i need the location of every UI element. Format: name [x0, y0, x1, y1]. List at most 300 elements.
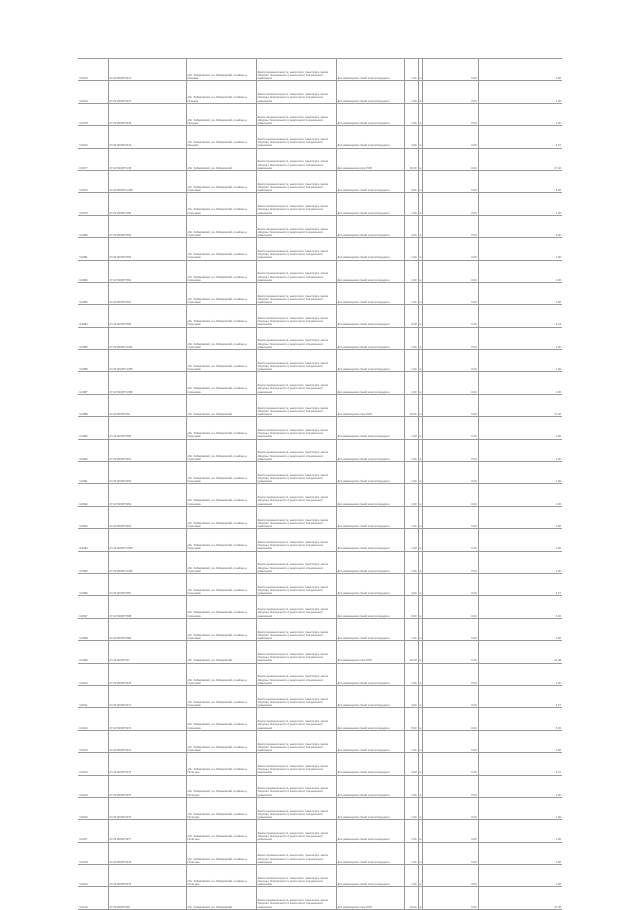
- table-row: [78, 596, 562, 618]
- purpose-cell: Для размещения линий электропередачи: [336, 618, 404, 640]
- value-2-cell: 1,00: [478, 59, 562, 81]
- row-id-cell: Ч-0075: [78, 193, 108, 215]
- purpose-cell: Для размещения линий электропередачи: [336, 59, 404, 81]
- address-cell: обл. Хабаровский, р-н Хабаровский: [186, 887, 256, 909]
- land-category-cell: Земли промышленности, энергетики, транспорта, земли обороны, безопасности и земли иного специального назначения: [256, 439, 336, 461]
- address-cell: обл. Хабаровский, р-н Хабаровский, в районе д. Полетное: [186, 865, 256, 887]
- row-id-cell: Ч-0110: [78, 887, 108, 909]
- address-cell: обл. Хабаровский, р-н Хабаровский, в районе д. Полетное: [186, 753, 256, 775]
- table-row: [78, 797, 562, 819]
- purpose-cell: Для размещения линий электропередачи: [336, 685, 404, 707]
- area-cell: 1,00: [404, 820, 418, 842]
- area-cell: 1,00: [404, 797, 418, 819]
- purpose-cell: Для размещения опор ЛЭП: [336, 148, 404, 170]
- land-category-cell: Земли промышленности, энергетики, транспорта, земли обороны, безопасности и земли иного специального назначения: [256, 238, 336, 260]
- cadastral-number-cell: 27:22:003457:971: [108, 685, 186, 707]
- value-1-cell: 0,00: [422, 618, 478, 640]
- value-2-cell: 5,46: [478, 708, 562, 730]
- unit-cell: м: [418, 506, 422, 528]
- cadastral-number-cell: 27:22:003457:961: [108, 439, 186, 461]
- land-category-cell: Земли промышленности, энергетики, транспорта, земли обороны, безопасности и земли иного специального назначения: [256, 327, 336, 349]
- unit-cell: м: [418, 81, 422, 103]
- address-cell: обл. Хабаровский, р-н Хабаровский, в районе д. Ильинка: [186, 126, 256, 148]
- address-cell: обл. Хабаровский, р-н Хабаровский, в районе д. Сергеевка: [186, 685, 256, 707]
- value-2-cell: 1,00: [478, 730, 562, 752]
- purpose-cell: Для размещения опор ЛЭП: [336, 394, 404, 416]
- unit-cell: м: [418, 573, 422, 595]
- area-cell: 1,00: [404, 865, 418, 887]
- purpose-cell: Для размещения линий электропередачи: [336, 439, 404, 461]
- value-1-cell: 0,00: [422, 193, 478, 215]
- cadastral-number-cell: 27:22:003457:584: [108, 305, 186, 327]
- unit-cell: м: [418, 462, 422, 484]
- value-1-cell: 0,00: [422, 81, 478, 103]
- address-cell: обл. Хабаровский, р-н Хабаровский, в районе д. Сергеевка: [186, 484, 256, 506]
- row-id-cell: Ч-0105: [78, 775, 108, 797]
- area-cell: 1,00: [404, 484, 418, 506]
- land-category-cell: Земли промышленности, энергетики, транспорта, земли обороны, безопасности и земли иного специального назначения: [256, 753, 336, 775]
- table-row: [78, 484, 562, 506]
- area-cell: 1,00: [404, 282, 418, 304]
- land-category-cell: Земли промышленности, энергетики, транспорта, земли обороны, безопасности и земли иного специального назначения: [256, 775, 336, 797]
- value-1-cell: 0,00: [422, 641, 478, 663]
- address-cell: обл. Хабаровский, р-н Хабаровский, в районе д. Сергеевка: [186, 327, 256, 349]
- purpose-cell: Для размещения линий электропередачи: [336, 81, 404, 103]
- land-category-cell: Земли промышленности, энергетики, транспорта, земли обороны, безопасности и земли иного специального назначения: [256, 103, 336, 125]
- row-id-cell: Ч-0090: [78, 439, 108, 461]
- land-category-cell: Земли промышленности, энергетики, транспорта, земли обороны, безопасности и земли иного специального назначения: [256, 618, 336, 640]
- row-id-cell: Ч-0102: [78, 708, 108, 730]
- cadastral-number-cell: 27:22:003457:963: [108, 484, 186, 506]
- value-2-cell: 6,46: [478, 596, 562, 618]
- area-cell: 4,00: [404, 685, 418, 707]
- value-2-cell: 1,00: [478, 260, 562, 282]
- address-cell: обл. Хабаровский, р-н Хабаровский, в районе д. Сергеевка: [186, 596, 256, 618]
- address-cell: обл. Хабаровский, р-н Хабаровский, в районе д. Сергеевка: [186, 372, 256, 394]
- address-cell: обл. Хабаровский, р-н Хабаровский, в районе д. Сергеевка: [186, 282, 256, 304]
- land-category-cell: Земли промышленности, энергетики, транспорта, земли обороны, безопасности и земли иного специального назначения: [256, 260, 336, 282]
- unit-cell: м: [418, 372, 422, 394]
- area-cell: 1,00: [404, 842, 418, 864]
- purpose-cell: Для размещения линий электропередачи: [336, 305, 404, 327]
- value-1-cell: 0,00: [422, 842, 478, 864]
- address-cell: обл. Хабаровский, р-н Хабаровский, в районе д. Ильинка: [186, 103, 256, 125]
- area-cell: 16,00: [404, 394, 418, 416]
- area-cell: 1,00: [404, 81, 418, 103]
- table-row: [78, 753, 562, 775]
- value-2-cell: 17,40: [478, 394, 562, 416]
- value-1-cell: 0,00: [422, 170, 478, 192]
- table-row: [78, 126, 562, 148]
- cadastral-number-cell: 27:22:003457:947: [108, 81, 186, 103]
- table-row: [78, 260, 562, 282]
- table-row: [78, 439, 562, 461]
- purpose-cell: Для размещения линий электропередачи: [336, 663, 404, 685]
- cadastral-number-cell: 27:22:003457:976: [108, 797, 186, 819]
- area-cell: 4,00: [404, 753, 418, 775]
- table-row: [78, 887, 562, 909]
- land-category-cell: Земли промышленности, энергетики, транспорта, земли обороны, безопасности и земли иного специального назначения: [256, 305, 336, 327]
- purpose-cell: Для размещения линий электропередачи: [336, 260, 404, 282]
- address-cell: обл. Хабаровский, р-н Хабаровский, в районе д. Сергеевка: [186, 573, 256, 595]
- address-cell: обл. Хабаровский, р-н Хабаровский, в районе д. Сергеевка: [186, 439, 256, 461]
- value-2-cell: 6,44: [478, 305, 562, 327]
- unit-cell: м: [418, 797, 422, 819]
- row-id-cell: Ч-0085: [78, 327, 108, 349]
- value-1-cell: 0,00: [422, 148, 478, 170]
- cadastral-number-cell: 27:22:003457:1365: [108, 529, 186, 551]
- unit-cell: м: [418, 260, 422, 282]
- cadastral-number-cell: 27:22:003457:1366: [108, 551, 186, 573]
- value-2-cell: 1,00: [478, 775, 562, 797]
- area-cell: 1,00: [404, 775, 418, 797]
- row-id-cell: Ч-0101: [78, 685, 108, 707]
- purpose-cell: Для размещения линий электропередачи: [336, 797, 404, 819]
- value-1-cell: 0,00: [422, 730, 478, 752]
- table-row: [78, 641, 562, 663]
- row-id-cell: Ч-0097: [78, 596, 108, 618]
- area-cell: 1,00: [404, 618, 418, 640]
- value-2-cell: 1,00: [478, 238, 562, 260]
- table-row: [78, 305, 562, 327]
- address-cell: обл. Хабаровский, р-н Хабаровский, в районе д. Сергеевка: [186, 215, 256, 237]
- table-row: [78, 551, 562, 573]
- address-cell: обл. Хабаровский, р-н Хабаровский, в районе д. Сергеевка: [186, 462, 256, 484]
- cadastral-number-cell: 27:22:003457:1355: [108, 350, 186, 372]
- value-2-cell: 1,00: [478, 439, 562, 461]
- purpose-cell: Для размещения линий электропередачи: [336, 551, 404, 573]
- cadastral-number-cell: 27:22:003457:946: [108, 103, 186, 125]
- row-id-cell: Ч-0087: [78, 372, 108, 394]
- value-2-cell: 1,00: [478, 551, 562, 573]
- value-2-cell: 1,00: [478, 529, 562, 551]
- row-id-cell: Ч-0103: [78, 730, 108, 752]
- area-cell: 1,00: [404, 59, 418, 81]
- value-2-cell: 3,00: [478, 170, 562, 192]
- area-cell: 1,00: [404, 417, 418, 439]
- value-1-cell: 0,00: [422, 820, 478, 842]
- purpose-cell: Для размещения линий электропередачи: [336, 573, 404, 595]
- cadastral-number-cell: 27:22:003457:944: [108, 126, 186, 148]
- unit-cell: м: [418, 238, 422, 260]
- unit-cell: м: [418, 663, 422, 685]
- cadastral-number-cell: 27:22:003457:58: [108, 394, 186, 416]
- row-id-cell: Ч-0080: [78, 215, 108, 237]
- address-cell: обл. Хабаровский, р-н Хабаровский, в районе д. Сергеевка: [186, 170, 256, 192]
- area-cell: 1,00: [404, 730, 418, 752]
- address-cell: обл. Хабаровский, р-н Хабаровский, в районе д. Полетное: [186, 820, 256, 842]
- unit-cell: м: [418, 865, 422, 887]
- area-cell: 5,00: [404, 708, 418, 730]
- land-category-cell: Земли промышленности, энергетики, транспорта, земли обороны, безопасности и земли иного специального назначения: [256, 663, 336, 685]
- value-1-cell: 0,00: [422, 59, 478, 81]
- row-id-cell: Ч-0083: [78, 282, 108, 304]
- purpose-cell: Для размещения линий электропередачи: [336, 596, 404, 618]
- table-row: [78, 350, 562, 372]
- cadastral-number-cell: 27:22:003457:964: [108, 506, 186, 528]
- value-2-cell: 4,37: [478, 685, 562, 707]
- value-2-cell: 14,38: [478, 641, 562, 663]
- land-category-cell: Земли промышленности, энергетики, транспорта, земли обороны, безопасности и земли иного специального назначения: [256, 685, 336, 707]
- address-cell: обл. Хабаровский, р-н Хабаровский, в районе д. Полетное: [186, 775, 256, 797]
- value-2-cell: 1,00: [478, 462, 562, 484]
- land-category-cell: Земли промышленности, энергетики, транспорта, земли обороны, безопасности и земли иного специального назначения: [256, 215, 336, 237]
- address-cell: обл. Хабаровский, р-н Хабаровский, в районе д. Полетное: [186, 797, 256, 819]
- land-category-cell: Земли промышленности, энергетики, транспорта, земли обороны, безопасности и земли иного специального назначения: [256, 148, 336, 170]
- area-cell: 1,00: [404, 193, 418, 215]
- area-cell: 1,00: [404, 350, 418, 372]
- table-row: [78, 417, 562, 439]
- purpose-cell: Для размещения линий электропередачи: [336, 282, 404, 304]
- unit-cell: м: [418, 596, 422, 618]
- area-cell: 1,00: [404, 506, 418, 528]
- cadastral-number-cell: 27:22:003457:564: [108, 260, 186, 282]
- table-row: [78, 394, 562, 416]
- value-2-cell: 1,00: [478, 506, 562, 528]
- unit-cell: м: [418, 484, 422, 506]
- area-cell: 16,00: [404, 887, 418, 909]
- table-row: [78, 193, 562, 215]
- purpose-cell: Для размещения линий электропередачи: [336, 753, 404, 775]
- area-cell: 1,00: [404, 260, 418, 282]
- value-1-cell: 0,00: [422, 260, 478, 282]
- value-1-cell: 0,00: [422, 350, 478, 372]
- cadastral-number-cell: 27:22:003457:975: [108, 775, 186, 797]
- address-cell: обл. Хабаровский, р-н Хабаровский, в районе д. Ильинка: [186, 81, 256, 103]
- land-category-cell: Земли промышленности, энергетики, транспорта, земли обороны, безопасности и земли иного специального назначения: [256, 170, 336, 192]
- purpose-cell: Для размещения линий электропередачи: [336, 820, 404, 842]
- cadastral-number-cell: 27:22:003457:974: [108, 753, 186, 775]
- value-2-cell: 1,00: [478, 417, 562, 439]
- unit-cell: м: [418, 842, 422, 864]
- row-id-cell: Ч-0093: [78, 506, 108, 528]
- address-cell: обл. Хабаровский, р-н Хабаровский, в районе д. Ильинка: [186, 59, 256, 81]
- unit-cell: м: [418, 126, 422, 148]
- table-row: [78, 618, 562, 640]
- row-id-cell: Ч-0082: [78, 260, 108, 282]
- row-id-cell: Ч-0100: [78, 663, 108, 685]
- area-cell: 6,00: [404, 596, 418, 618]
- land-category-cell: Земли промышленности, энергетики, транспорта, земли обороны, безопасности и земли иного специального назначения: [256, 820, 336, 842]
- land-category-cell: Земли промышленности, энергетики, транспорта, земли обороны, безопасности и земли иного специального назначения: [256, 551, 336, 573]
- unit-cell: м: [418, 215, 422, 237]
- cadastral-number-cell: 27:22:003457:567: [108, 282, 186, 304]
- area-cell: 1,00: [404, 529, 418, 551]
- value-1-cell: 0,00: [422, 506, 478, 528]
- unit-cell: м: [418, 618, 422, 640]
- cadastral-number-cell: 27:22:003457:588: [108, 596, 186, 618]
- land-category-cell: Земли промышленности, энергетики, транспорта, земли обороны, безопасности и земли иного специального назначения: [256, 529, 336, 551]
- row-id-cell: Ч-0095: [78, 551, 108, 573]
- value-2-cell: 1,00: [478, 618, 562, 640]
- row-id-cell: Ч-0106: [78, 797, 108, 819]
- row-id-cell: Ч-0016: [78, 126, 108, 148]
- value-1-cell: 0,00: [422, 305, 478, 327]
- address-cell: обл. Хабаровский, р-н Хабаровский, в районе д. Сергеевка: [186, 730, 256, 752]
- unit-cell: м: [418, 305, 422, 327]
- row-id-cell: Ч-0088: [78, 394, 108, 416]
- value-1-cell: 0,00: [422, 439, 478, 461]
- area-cell: 3,00: [404, 170, 418, 192]
- purpose-cell: Для размещения линий электропередачи: [336, 506, 404, 528]
- land-category-cell: Земли промышленности, энергетики, транспорта, земли обороны, безопасности и земли иного специального назначения: [256, 59, 336, 81]
- row-id-cell: Ч-0098: [78, 618, 108, 640]
- area-cell: 3,00: [404, 215, 418, 237]
- land-category-cell: Земли промышленности, энергетики, транспорта, земли обороны, безопасности и земли иного специального назначения: [256, 282, 336, 304]
- land-category-cell: Земли промышленности, энергетики, транспорта, земли обороны, безопасности и земли иного специального назначения: [256, 842, 336, 864]
- land-category-cell: Земли промышленности, энергетики, транспорта, земли обороны, безопасности и земли иного специального назначения: [256, 372, 336, 394]
- land-category-cell: Земли промышленности, энергетики, транспорта, земли обороны, безопасности и земли иного специального назначения: [256, 394, 336, 416]
- unit-cell: м: [418, 730, 422, 752]
- value-2-cell: 1,00: [478, 193, 562, 215]
- cadastral-number-cell: 27:22:003457:562: [108, 215, 186, 237]
- row-id-cell: Ч-0099: [78, 641, 108, 663]
- area-cell: 16,00: [404, 148, 418, 170]
- value-2-cell: 1,00: [478, 797, 562, 819]
- row-id-cell: Ч-0089: [78, 417, 108, 439]
- value-1-cell: 0,00: [422, 685, 478, 707]
- land-category-cell: Земли промышленности, энергетики, транспорта, земли обороны, безопасности и земли иного специального назначения: [256, 126, 336, 148]
- unit-cell: м: [418, 103, 422, 125]
- row-id-cell: Ч-0076: [78, 170, 108, 192]
- cadastral-number-cell: 27:22:003457:563: [108, 238, 186, 260]
- land-plots-table: [78, 58, 562, 910]
- table-row: [78, 282, 562, 304]
- table-row: [78, 238, 562, 260]
- value-1-cell: 0,00: [422, 215, 478, 237]
- cadastral-number-cell: 27:22:003457:978: [108, 842, 186, 864]
- cadastral-number-cell: 27:22:003457:973: [108, 730, 186, 752]
- row-id-cell: Ч-0015: [78, 59, 108, 81]
- address-cell: обл. Хабаровский, р-н Хабаровский, в районе д. Сергеевка: [186, 551, 256, 573]
- value-2-cell: 17,40: [478, 148, 562, 170]
- address-cell: обл. Хабаровский, р-н Хабаровский, в районе д. Полетное: [186, 842, 256, 864]
- purpose-cell: Для размещения линий электропередачи: [336, 775, 404, 797]
- land-category-cell: Земли промышленности, энергетики, транспорта, земли обороны, безопасности и земли иного специального назначения: [256, 708, 336, 730]
- unit-cell: м: [418, 753, 422, 775]
- cadastral-number-cell: 27:22:003457:589: [108, 618, 186, 640]
- purpose-cell: Для размещения линий электропередачи: [336, 193, 404, 215]
- row-id-cell: Ч-0077: [78, 148, 108, 170]
- table-row: [78, 842, 562, 864]
- land-category-cell: Земли промышленности, энергетики, транспорта, земли обороны, безопасности и земли иного специального назначения: [256, 193, 336, 215]
- land-category-cell: Земли промышленности, энергетики, транспорта, земли обороны, безопасности и земли иного специального назначения: [256, 506, 336, 528]
- table-row: [78, 81, 562, 103]
- purpose-cell: Для размещения линий электропередачи: [336, 417, 404, 439]
- area-cell: 1,00: [404, 238, 418, 260]
- area-cell: 1,00: [404, 551, 418, 573]
- address-cell: обл. Хабаровский, р-н Хабаровский, в районе д. Сергеевка: [186, 417, 256, 439]
- row-id-cell: Ч-0078: [78, 103, 108, 125]
- table-row: [78, 327, 562, 349]
- value-2-cell: 4,37: [478, 573, 562, 595]
- land-category-cell: Земли промышленности, энергетики, транспорта, земли обороны, безопасности и земли иного специального назначения: [256, 484, 336, 506]
- value-2-cell: 1,00: [478, 842, 562, 864]
- purpose-cell: Для размещения линий электропередачи: [336, 238, 404, 260]
- unit-cell: м: [418, 350, 422, 372]
- area-cell: 4,00: [404, 573, 418, 595]
- purpose-cell: Для размещения линий электропередачи: [336, 126, 404, 148]
- row-id-cell: Ч-0091: [78, 462, 108, 484]
- area-cell: 1,00: [404, 372, 418, 394]
- land-category-cell: Земли промышленности, энергетики, транспорта, земли обороны, безопасности и земли иного специального назначения: [256, 797, 336, 819]
- land-category-cell: Земли промышленности, энергетики, транспорта, земли обороны, безопасности и земли иного специального назначения: [256, 462, 336, 484]
- purpose-cell: Для размещения линий электропередачи: [336, 372, 404, 394]
- value-1-cell: 0,00: [422, 462, 478, 484]
- value-1-cell: 0,00: [422, 887, 478, 909]
- value-2-cell: 17,40: [478, 887, 562, 909]
- value-1-cell: 0,00: [422, 551, 478, 573]
- unit-cell: м: [418, 887, 422, 909]
- cadastral-number-cell: 27:22:003457:947: [108, 59, 186, 81]
- value-2-cell: 1,00: [478, 350, 562, 372]
- row-id-cell: Ч-0094: [78, 529, 108, 551]
- table-row: [78, 708, 562, 730]
- value-1-cell: 0,00: [422, 596, 478, 618]
- table-row: [78, 462, 562, 484]
- value-2-cell: 1,00: [478, 81, 562, 103]
- value-1-cell: 0,00: [422, 573, 478, 595]
- cadastral-number-cell: 27:22:003457:977: [108, 820, 186, 842]
- unit-cell: м: [418, 170, 422, 192]
- address-cell: обл. Хабаровский, р-н Хабаровский, в районе д. Сергеевка: [186, 618, 256, 640]
- purpose-cell: Для размещения линий электропередачи: [336, 215, 404, 237]
- unit-cell: м: [418, 820, 422, 842]
- value-1-cell: 0,00: [422, 126, 478, 148]
- value-1-cell: 0,00: [422, 372, 478, 394]
- purpose-cell: Для размещения линий электропередачи: [336, 350, 404, 372]
- value-1-cell: 0,00: [422, 529, 478, 551]
- purpose-cell: Для размещения линий электропередачи: [336, 842, 404, 864]
- row-id-cell: Ч-0109: [78, 865, 108, 887]
- unit-cell: м: [418, 59, 422, 81]
- land-category-cell: Земли промышленности, энергетики, транспорта, земли обороны, безопасности и земли иного специального назначения: [256, 730, 336, 752]
- area-cell: 1,00: [404, 327, 418, 349]
- table-row: [78, 506, 562, 528]
- purpose-cell: Для размещения опор ЛЭП: [336, 887, 404, 909]
- value-1-cell: 0,00: [422, 394, 478, 416]
- unit-cell: м: [418, 775, 422, 797]
- unit-cell: м: [418, 685, 422, 707]
- land-category-cell: Земли промышленности, энергетики, транспорта, земли обороны, безопасности и земли иного специального назначения: [256, 641, 336, 663]
- value-2-cell: 1,00: [478, 820, 562, 842]
- table-row: [78, 730, 562, 752]
- table-row: [78, 685, 562, 707]
- address-cell: обл. Хабаровский, р-н Хабаровский, в районе д. Сергеевка: [186, 708, 256, 730]
- row-id-cell: Ч-0081: [78, 238, 108, 260]
- land-category-cell: Земли промышленности, энергетики, транспорта, земли обороны, безопасности и земли иного специального назначения: [256, 596, 336, 618]
- cadastral-number-cell: 27:22:003457:972: [108, 708, 186, 730]
- purpose-cell: Для размещения линий электропередачи: [336, 730, 404, 752]
- purpose-cell: Для размещения опор ЛЭП: [336, 641, 404, 663]
- area-cell: 1,00: [404, 462, 418, 484]
- row-id-cell: Ч-0104: [78, 753, 108, 775]
- land-category-cell: Земли промышленности, энергетики, транспорта, земли обороны, безопасности и земли иного специального назначения: [256, 887, 336, 909]
- area-cell: 6,00: [404, 305, 418, 327]
- value-2-cell: 1,00: [478, 327, 562, 349]
- unit-cell: м: [418, 641, 422, 663]
- value-1-cell: 0,00: [422, 103, 478, 125]
- purpose-cell: Для размещения линий электропередачи: [336, 708, 404, 730]
- table-row: [78, 372, 562, 394]
- unit-cell: м: [418, 394, 422, 416]
- value-1-cell: 0,00: [422, 865, 478, 887]
- table-row: [78, 865, 562, 887]
- table-row: [78, 775, 562, 797]
- cadastral-number-cell: 27:22:003457:1359: [108, 170, 186, 192]
- value-2-cell: 4,37: [478, 753, 562, 775]
- row-id-cell: Ч-0107: [78, 820, 108, 842]
